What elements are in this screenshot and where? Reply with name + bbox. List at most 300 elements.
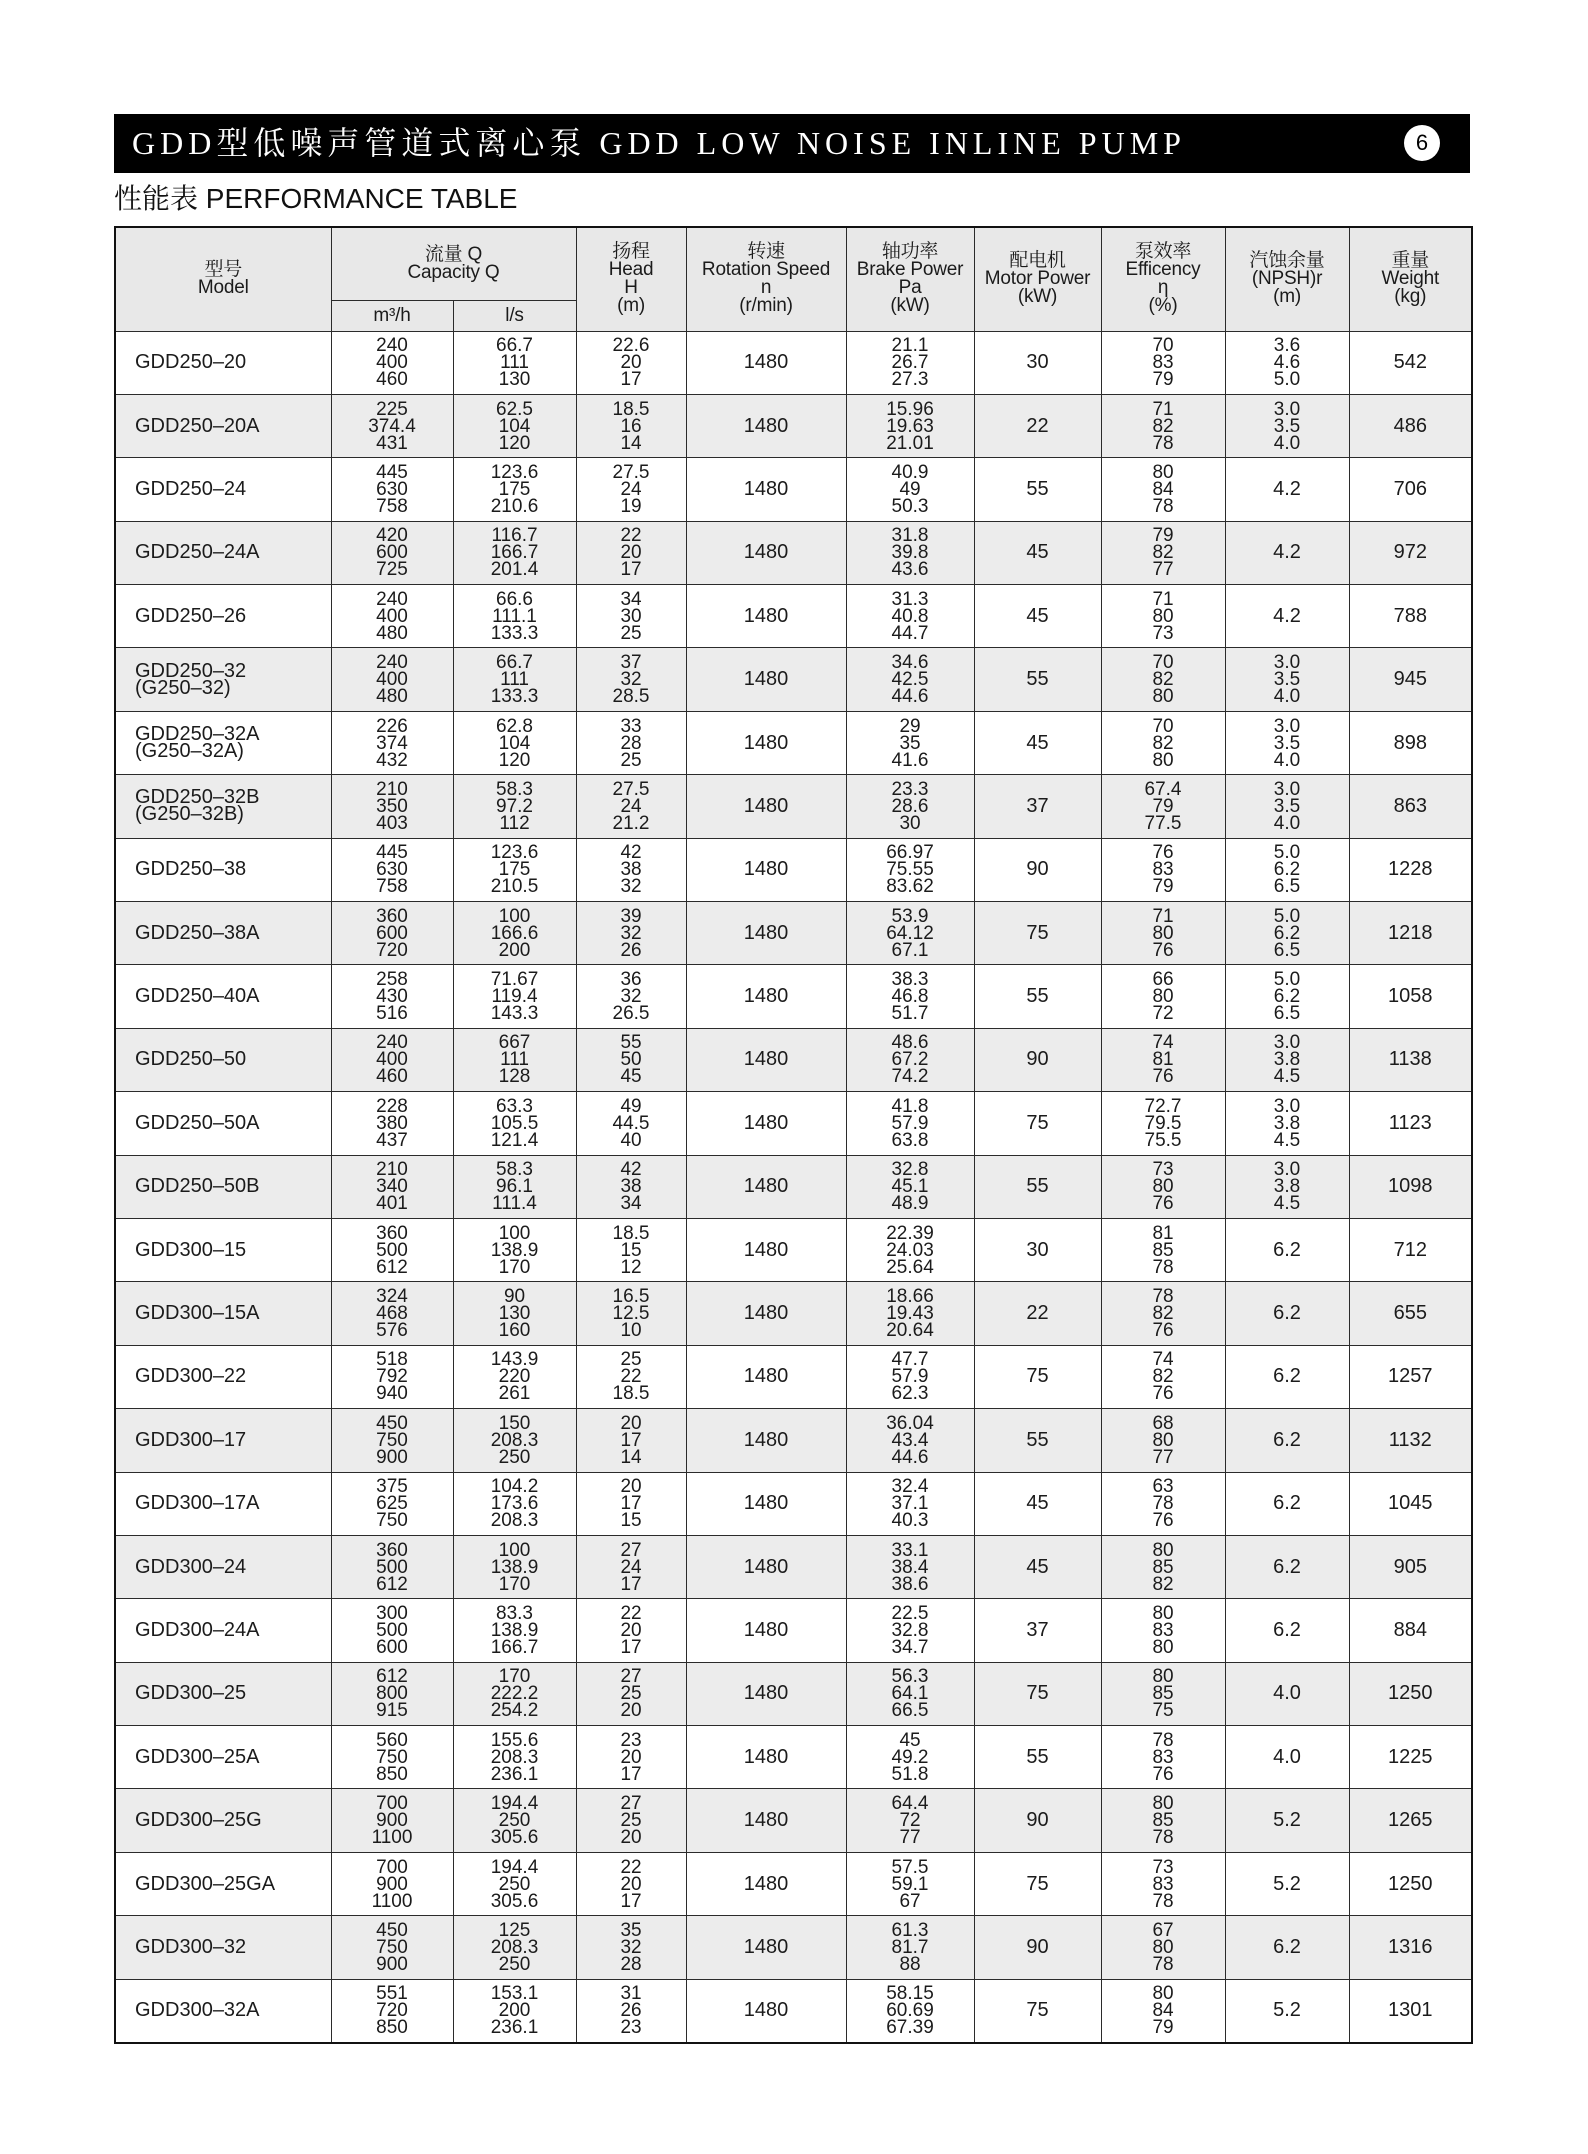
capacity-ls-value: 166.6 <box>490 922 539 944</box>
capacity-ls-value: 667 <box>498 1032 531 1054</box>
head-value: 25 <box>620 1683 642 1705</box>
head-value: 49 <box>620 1095 642 1117</box>
brake-power-value: 47.7 <box>891 1349 929 1371</box>
weight-value: 1123 <box>1388 1111 1432 1134</box>
capacity-m3h-value: 210 <box>376 1159 408 1181</box>
capacity-ls-value: 222.2 <box>490 1683 539 1705</box>
capacity-m3h-value: 401 <box>376 1193 408 1215</box>
npsh-value: 6.2 <box>1273 1492 1301 1515</box>
model-cell <box>115 1852 331 1915</box>
efficiency-value: 74 <box>1152 1349 1174 1371</box>
brake-power-value: 64.1 <box>891 1683 929 1705</box>
brake-power-value: 19.63 <box>886 415 934 437</box>
brake-power-value: 88 <box>899 1953 921 1975</box>
efficiency-value: 71 <box>1152 588 1174 610</box>
table-row <box>115 585 1472 648</box>
efficiency-cell <box>1101 331 1225 394</box>
capacity-m3h-value: 900 <box>376 1810 408 1832</box>
head-value: 23 <box>620 2017 642 2039</box>
capacity-ls-value: 128 <box>498 1066 531 1088</box>
brake-power-value: 30 <box>899 812 921 834</box>
capacity-ls-value: 58.3 <box>496 1159 533 1181</box>
head-value: 32 <box>620 1936 642 1958</box>
capacity-m3h-value: 700 <box>376 1793 408 1815</box>
npsh-cell <box>1225 775 1349 838</box>
capacity-ls-value: 160 <box>498 1320 531 1342</box>
capacity-m3h-value: 612 <box>376 1256 408 1278</box>
weight-cell <box>1349 838 1472 901</box>
capacity-m3h-cell <box>331 1916 453 1979</box>
capacity-m3h-value: 374.4 <box>368 415 416 437</box>
capacity-ls-value: 100 <box>498 1539 531 1561</box>
header-head-cn: 扬程 <box>612 241 650 263</box>
motor-power-cell <box>974 1345 1101 1408</box>
brake-power-value: 21.01 <box>886 432 934 454</box>
model-cell <box>115 648 331 711</box>
npsh-value: 6.2 <box>1273 1619 1301 1641</box>
efficiency-value: 83 <box>1152 1620 1174 1641</box>
table-row <box>115 711 1472 774</box>
header-brake-power-unit: (kW) <box>890 295 930 317</box>
efficiency-value: 84 <box>1152 2000 1174 2022</box>
head-value: 27 <box>620 1539 642 1561</box>
weight-value: 1316 <box>1388 1935 1433 1958</box>
brake-power-value: 44.6 <box>891 1446 929 1468</box>
motor-power-value: 55 <box>1026 1745 1049 1768</box>
head-value: 20 <box>620 542 642 564</box>
weight-value: 1257 <box>1388 1365 1433 1388</box>
npsh-value: 5.0 <box>1273 905 1301 927</box>
capacity-ls-value: 166.7 <box>490 1637 539 1658</box>
model-alt-name: (G250–32) <box>135 676 231 699</box>
capacity-m3h-value: 450 <box>376 1412 408 1434</box>
efficiency-value: 80 <box>1152 922 1174 944</box>
capacity-ls-value: 123.6 <box>490 842 539 864</box>
capacity-m3h-value: 518 <box>376 1349 408 1371</box>
capacity-ls-cell <box>453 1155 576 1218</box>
npsh-cell <box>1225 648 1349 711</box>
capacity-m3h-value: 431 <box>376 432 408 454</box>
head-cell <box>576 1726 686 1789</box>
efficiency-value: 73 <box>1152 622 1174 644</box>
efficiency-value: 81 <box>1152 1222 1174 1244</box>
table-row <box>115 1092 1472 1155</box>
weight-value: 1058 <box>1388 985 1433 1008</box>
head-value: 24 <box>620 478 642 500</box>
npsh-cell <box>1225 1345 1349 1408</box>
capacity-m3h-value: 750 <box>376 1429 408 1451</box>
npsh-value: 5.0 <box>1273 842 1301 864</box>
brake-power-value: 62.3 <box>891 1383 929 1405</box>
motor-power-value: 30 <box>1026 351 1049 374</box>
efficiency-value: 75 <box>1152 1700 1174 1722</box>
capacity-ls-value: 170 <box>498 1666 531 1688</box>
head-value: 32 <box>620 986 642 1008</box>
head-value: 16 <box>620 415 642 437</box>
efficiency-cell <box>1101 1472 1225 1535</box>
table-row <box>115 394 1472 457</box>
brake-power-value: 35 <box>899 732 921 754</box>
brake-power-value: 46.8 <box>891 986 929 1008</box>
speed-value: 1480 <box>743 1619 789 1641</box>
capacity-m3h-value: 258 <box>376 969 408 991</box>
table-row <box>115 1662 1472 1725</box>
header-npsh <box>1225 227 1349 331</box>
efficiency-value: 67.4 <box>1144 778 1182 800</box>
efficiency-value: 80 <box>1152 1936 1174 1958</box>
header-weight-cn: 重量 <box>1391 250 1430 272</box>
capacity-m3h-cell <box>331 1979 453 2042</box>
speed-value: 1480 <box>743 668 789 691</box>
head-value: 20 <box>620 1873 642 1895</box>
motor-power-cell <box>974 1789 1101 1852</box>
efficiency-value: 74 <box>1152 1032 1174 1054</box>
motor-power-value: 37 <box>1026 794 1049 817</box>
capacity-m3h-value: 900 <box>376 1873 408 1895</box>
capacity-ls-value: 194.4 <box>490 1793 539 1815</box>
speed-cell <box>686 648 846 711</box>
head-value: 22 <box>620 525 642 547</box>
capacity-m3h-value: 516 <box>376 1003 408 1025</box>
capacity-m3h-value: 360 <box>376 1539 408 1561</box>
table-row <box>115 1409 1472 1472</box>
head-value: 28 <box>620 1953 642 1975</box>
table-row <box>115 902 1472 965</box>
efficiency-cell <box>1101 521 1225 584</box>
head-value: 27.5 <box>612 778 650 800</box>
capacity-m3h-value: 240 <box>376 1032 408 1054</box>
brake-power-value: 49 <box>899 478 921 500</box>
head-cell <box>576 1092 686 1155</box>
speed-cell <box>686 1599 846 1662</box>
capacity-ls-value: 111 <box>500 352 529 374</box>
brake-power-value: 21.1 <box>891 335 929 357</box>
brake-power-value: 51.8 <box>891 1763 929 1785</box>
efficiency-value: 78 <box>1152 1729 1174 1751</box>
motor-power-value: 55 <box>1026 1428 1049 1451</box>
npsh-cell <box>1225 1218 1349 1281</box>
brake-power-cell <box>846 1218 974 1281</box>
efficiency-value: 82 <box>1152 1573 1174 1595</box>
speed-value: 1480 <box>743 1492 789 1515</box>
npsh-value: 6.2 <box>1273 1238 1301 1261</box>
efficiency-cell <box>1101 711 1225 774</box>
model-alt-name: (G250–32A) <box>135 740 244 763</box>
capacity-m3h-value: 480 <box>376 622 408 644</box>
speed-value: 1480 <box>743 731 789 754</box>
efficiency-value: 72.7 <box>1144 1095 1182 1117</box>
head-cell <box>576 1535 686 1598</box>
speed-value: 1480 <box>743 414 789 437</box>
efficiency-value: 76 <box>1152 1510 1174 1532</box>
brake-power-value: 57.9 <box>891 1366 929 1388</box>
table-row <box>115 1726 1472 1789</box>
capacity-ls-cell <box>453 1916 576 1979</box>
capacity-ls-cell <box>453 711 576 774</box>
head-value: 35 <box>620 1919 642 1941</box>
capacity-m3h-value: 360 <box>376 1222 408 1244</box>
capacity-m3h-value: 240 <box>376 652 408 674</box>
capacity-ls-value: 66.7 <box>496 652 533 674</box>
capacity-ls-cell <box>453 585 576 648</box>
speed-value: 1480 <box>743 921 789 944</box>
weight-value: 1250 <box>1388 1682 1433 1705</box>
capacity-m3h-cell <box>331 458 453 521</box>
weight-value: 655 <box>1393 1302 1427 1325</box>
head-value: 18.5 <box>612 1383 650 1405</box>
head-value: 17 <box>620 1429 642 1451</box>
capacity-ls-value: 71.67 <box>490 969 539 991</box>
speed-cell <box>686 1535 846 1598</box>
weight-value: 1265 <box>1388 1809 1433 1832</box>
capacity-ls-cell <box>453 775 576 838</box>
capacity-ls-cell <box>453 965 576 1028</box>
model-cell <box>115 1662 331 1725</box>
efficiency-value: 83 <box>1152 1746 1174 1768</box>
head-cell <box>576 1662 686 1725</box>
npsh-value: 4.5 <box>1273 1129 1301 1151</box>
npsh-cell <box>1225 1726 1349 1789</box>
npsh-value: 6.5 <box>1273 1003 1301 1025</box>
efficiency-value: 73 <box>1152 1856 1174 1878</box>
brake-power-cell <box>846 711 974 774</box>
brake-power-value: 40.3 <box>891 1510 929 1532</box>
capacity-ls-cell <box>453 648 576 711</box>
brake-power-value: 67.1 <box>891 939 929 961</box>
weight-value: 1228 <box>1388 858 1433 881</box>
efficiency-cell <box>1101 1726 1225 1789</box>
head-value: 22 <box>620 1366 642 1388</box>
capacity-m3h-cell <box>331 711 453 774</box>
weight-value: 1138 <box>1388 1048 1432 1071</box>
capacity-ls-value: 305.6 <box>490 1827 539 1849</box>
capacity-ls-value: 153.1 <box>490 1983 539 2005</box>
capacity-ls-cell <box>453 1789 576 1852</box>
efficiency-value: 85 <box>1152 1683 1174 1705</box>
capacity-m3h-value: 725 <box>376 559 408 581</box>
speed-cell <box>686 902 846 965</box>
efficiency-value: 83 <box>1152 1873 1174 1895</box>
weight-cell <box>1349 1409 1472 1472</box>
capacity-m3h-value: 1100 <box>371 1827 413 1849</box>
head-value: 25 <box>620 749 642 771</box>
capacity-ls-value: 97.2 <box>496 795 533 817</box>
brake-power-value: 61.3 <box>891 1919 929 1941</box>
npsh-cell <box>1225 965 1349 1028</box>
head-cell <box>576 521 686 584</box>
capacity-ls-value: 236.1 <box>490 2017 539 2039</box>
brake-power-value: 34.7 <box>891 1637 929 1658</box>
efficiency-cell <box>1101 838 1225 901</box>
header-head-unit: (m) <box>617 295 645 317</box>
weight-cell <box>1349 1028 1472 1091</box>
capacity-ls-value: 125 <box>498 1919 531 1941</box>
weight-value: 863 <box>1393 794 1427 817</box>
model-cell <box>115 1535 331 1598</box>
capacity-m3h-value: 400 <box>376 352 408 374</box>
header-brake-power-cn: 轴功率 <box>881 241 939 263</box>
efficiency-value: 80 <box>1152 1603 1174 1624</box>
motor-power-value: 75 <box>1026 1111 1049 1134</box>
capacity-m3h-value: 228 <box>376 1095 408 1117</box>
header-model <box>115 227 331 331</box>
header-weight-unit: (kg) <box>1394 286 1427 308</box>
weight-value: 486 <box>1393 414 1427 437</box>
table-row <box>115 1282 1472 1345</box>
header-weight <box>1349 227 1472 331</box>
npsh-value: 3.5 <box>1273 732 1301 754</box>
speed-cell <box>686 1155 846 1218</box>
capacity-m3h-value: 500 <box>376 1556 408 1578</box>
efficiency-value: 66 <box>1152 969 1174 991</box>
brake-power-value: 33.1 <box>891 1539 929 1561</box>
npsh-value: 3.0 <box>1273 652 1301 674</box>
table-row <box>115 648 1472 711</box>
capacity-m3h-value: 612 <box>376 1666 408 1688</box>
model-cell <box>115 711 331 774</box>
capacity-ls-cell <box>453 331 576 394</box>
speed-value: 1480 <box>743 477 789 500</box>
model-name: GDD300–24 <box>135 1555 247 1578</box>
speed-cell <box>686 775 846 838</box>
header-efficiency-symbol: η <box>1157 277 1169 299</box>
capacity-m3h-cell <box>331 1092 453 1155</box>
motor-power-value: 22 <box>1026 1302 1049 1325</box>
head-value: 19 <box>620 495 642 517</box>
weight-value: 788 <box>1393 604 1427 627</box>
capacity-m3h-value: 380 <box>376 1112 408 1134</box>
speed-cell <box>686 394 846 457</box>
motor-power-value: 75 <box>1026 1872 1049 1895</box>
efficiency-value: 80 <box>1152 1666 1174 1688</box>
npsh-value: 6.5 <box>1273 876 1301 898</box>
brake-power-value: 72 <box>899 1810 921 1832</box>
table-row <box>115 838 1472 901</box>
speed-value: 1480 <box>743 604 789 627</box>
capacity-ls-value: 175 <box>498 478 531 500</box>
npsh-cell <box>1225 585 1349 648</box>
head-cell <box>576 1155 686 1218</box>
brake-power-cell <box>846 1726 974 1789</box>
npsh-value: 6.2 <box>1273 1365 1301 1388</box>
capacity-m3h-value: 340 <box>376 1176 408 1198</box>
efficiency-value: 80 <box>1152 1539 1174 1561</box>
head-value: 27 <box>620 1793 642 1815</box>
title-bar <box>114 114 1470 173</box>
table-row <box>115 331 1472 394</box>
model-name: GDD250–50B <box>135 1175 260 1198</box>
speed-cell <box>686 1092 846 1155</box>
weight-cell <box>1349 1662 1472 1725</box>
weight-value: 1218 <box>1388 921 1433 944</box>
brake-power-cell <box>846 394 974 457</box>
header-weight-en: Weight <box>1381 268 1440 290</box>
capacity-m3h-value: 850 <box>376 1763 408 1785</box>
head-cell <box>576 1916 686 1979</box>
capacity-m3h-cell <box>331 775 453 838</box>
brake-power-value: 83.62 <box>886 876 934 898</box>
head-value: 12.5 <box>612 1303 650 1325</box>
model-name: GDD300–17A <box>135 1492 260 1515</box>
weight-value: 1098 <box>1388 1175 1433 1198</box>
efficiency-value: 82 <box>1152 732 1174 754</box>
efficiency-value: 80 <box>1152 461 1174 483</box>
npsh-cell <box>1225 902 1349 965</box>
head-cell <box>576 1789 686 1852</box>
efficiency-cell <box>1101 1979 1225 2042</box>
motor-power-cell <box>974 1599 1101 1662</box>
efficiency-value: 80 <box>1152 1637 1174 1658</box>
efficiency-value: 63 <box>1152 1476 1174 1498</box>
efficiency-cell <box>1101 1345 1225 1408</box>
capacity-ls-cell <box>453 1599 576 1662</box>
capacity-m3h-value: 500 <box>376 1239 408 1261</box>
head-value: 32 <box>620 876 642 898</box>
model-name: GDD300–25A <box>135 1745 260 1768</box>
efficiency-value: 79 <box>1152 2017 1174 2039</box>
npsh-cell <box>1225 394 1349 457</box>
head-value: 12 <box>620 1256 642 1278</box>
brake-power-cell <box>846 1979 974 2042</box>
motor-power-cell <box>974 1916 1101 1979</box>
head-cell <box>576 1218 686 1281</box>
capacity-ls-cell <box>453 1028 576 1091</box>
efficiency-cell <box>1101 1916 1225 1979</box>
speed-cell <box>686 1028 846 1091</box>
head-value: 24 <box>620 795 642 817</box>
model-cell <box>115 1282 331 1345</box>
brake-power-value: 49.2 <box>891 1746 929 1768</box>
motor-power-cell <box>974 775 1101 838</box>
npsh-value: 4.6 <box>1273 352 1301 374</box>
npsh-value: 4.0 <box>1273 812 1301 834</box>
brake-power-value: 27.3 <box>891 369 929 391</box>
table-row <box>115 1599 1472 1662</box>
motor-power-value: 90 <box>1026 1048 1049 1071</box>
capacity-ls-value: 210.6 <box>490 495 539 517</box>
efficiency-value: 78 <box>1152 1953 1174 1975</box>
capacity-ls-cell <box>453 458 576 521</box>
efficiency-value: 77 <box>1152 559 1174 581</box>
model-name: GDD250–24A <box>135 541 260 564</box>
model-cell <box>115 1726 331 1789</box>
capacity-ls-value: 173.6 <box>490 1493 539 1515</box>
capacity-ls-value: 133.3 <box>490 686 539 708</box>
capacity-ls-value: 250 <box>498 1873 531 1895</box>
speed-value: 1480 <box>743 1428 789 1451</box>
header-head <box>576 227 686 331</box>
brake-power-cell <box>846 1155 974 1218</box>
motor-power-cell <box>974 1726 1101 1789</box>
capacity-m3h-cell <box>331 331 453 394</box>
head-value: 17 <box>620 369 642 391</box>
brake-power-value: 66.5 <box>891 1700 929 1722</box>
brake-power-cell <box>846 331 974 394</box>
head-cell <box>576 711 686 774</box>
speed-value: 1480 <box>743 1745 789 1768</box>
motor-power-cell <box>974 1028 1101 1091</box>
weight-value: 712 <box>1393 1238 1427 1261</box>
head-value: 25 <box>620 622 642 644</box>
capacity-ls-value: 305.6 <box>490 1890 539 1912</box>
capacity-m3h-cell <box>331 585 453 648</box>
capacity-m3h-value: 560 <box>376 1729 408 1751</box>
header-npsh-cn: 汽蚀余量 <box>1249 250 1325 272</box>
efficiency-value: 78 <box>1152 495 1174 517</box>
efficiency-value: 71 <box>1152 905 1174 927</box>
efficiency-value: 77 <box>1152 1446 1174 1468</box>
npsh-value: 3.0 <box>1273 398 1301 420</box>
